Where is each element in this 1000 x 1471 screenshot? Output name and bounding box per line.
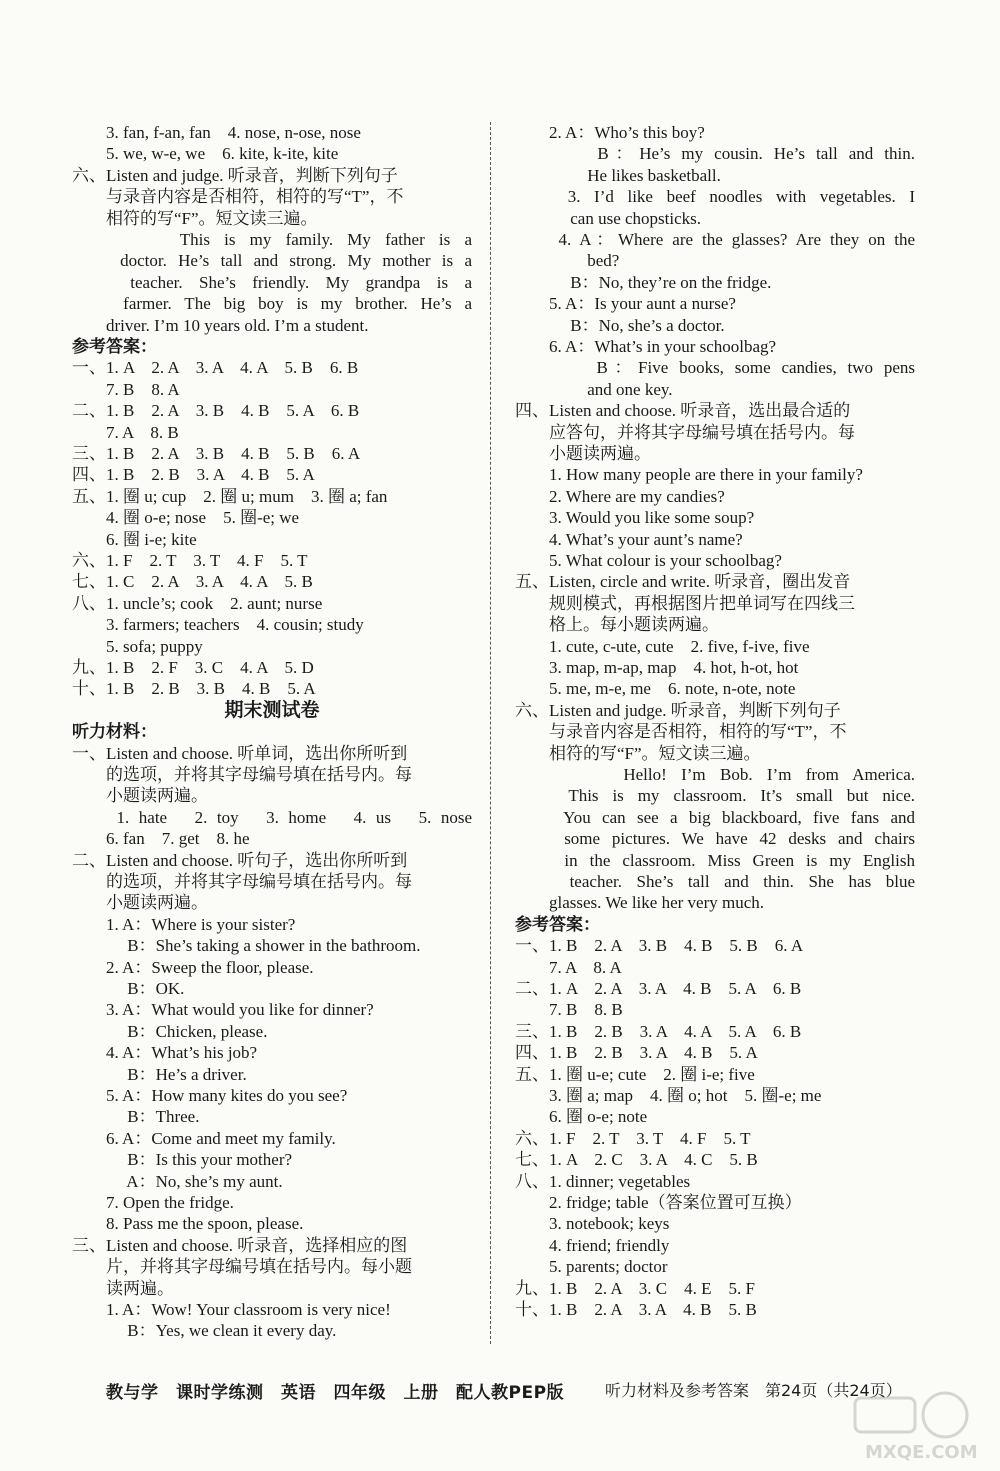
right-line: 二、1. A 2. A 3. A 4. B 5. A 6. B xyxy=(515,979,802,998)
left-line: 2. A：Sweep the floor, please. xyxy=(72,957,314,977)
left-line: 读两遍。 xyxy=(72,1278,174,1298)
right-line: 3. notebook; keys xyxy=(515,1214,670,1234)
left-line: 三、Listen and choose. 听录音，选择相应的图 xyxy=(72,1235,408,1255)
right-line: 4. A：Where are the glasses? Are they on the xyxy=(515,230,915,249)
left-line: 的选项，并将其字母编号填在括号内。每 xyxy=(72,765,412,784)
left-line: 四、1. B 2. B 3. A 4. B 5. A xyxy=(72,465,315,485)
right-line: 4. What’s your aunt’s name? xyxy=(515,529,743,549)
left-line: 八、1. uncle’s; cook 2. aunt; nurse xyxy=(72,593,323,613)
right-line: 十、1. B 2. A 3. A 4. B 5. B xyxy=(515,1300,757,1319)
left-line: 3. fan, f-an, fan 4. nose, n-ose, nose xyxy=(72,123,361,142)
left-line: 6. 圈 i-e; kite xyxy=(72,529,197,549)
left-line: B：He’s a driver. xyxy=(72,1064,247,1084)
right-line: 四、1. B 2. B 3. A 4. B 5. A xyxy=(515,1043,758,1063)
watermark-text: MXQE.COM xyxy=(865,1442,978,1463)
left-line: 7. Open the fridge. xyxy=(72,1193,234,1212)
left-line: 片，并将其字母编号填在括号内。每小题 xyxy=(72,1257,412,1277)
left-line: 4. A：What’s his job? xyxy=(72,1043,258,1063)
section-heading: 参考答案： xyxy=(515,914,600,934)
right-line: 2. fridge; table（答案位置可互换） xyxy=(515,1193,802,1212)
footer-page-number: 听力材料及参考答案 第24页（共24页） xyxy=(605,1381,902,1400)
left-line: B：Is this your mother? xyxy=(72,1150,293,1170)
right-line: 格上。每小题读两遍。 xyxy=(515,615,719,635)
left-line: driver. I’m 10 years old. I’m a student. xyxy=(72,315,369,335)
footer-book-title: 教与学 课时学练测 英语 四年级 上册 配人教PEP版 xyxy=(106,1383,565,1403)
left-line: 二、1. B 2. A 3. B 4. B 5. A 6. B xyxy=(72,401,360,421)
right-line: 7. B 8. B xyxy=(515,1000,623,1020)
left-line: B：Yes, we clean it every day. xyxy=(72,1321,337,1341)
right-line: 四、Listen and choose. 听录音，选出最合适的 xyxy=(515,401,851,421)
right-line: 5. me, m-e, me 6. note, n-ote, note xyxy=(515,679,796,699)
right-line: and one key. xyxy=(515,379,673,399)
left-line: 一、Listen and choose. 听单词，选出你所听到 xyxy=(72,743,408,763)
right-line: This is my classroom. It’s small but nice. xyxy=(515,786,915,806)
right-line: He likes basketball. xyxy=(515,165,721,185)
right-line: can use chopsticks. xyxy=(515,208,702,228)
left-line: 小题读两遍。 xyxy=(72,893,208,913)
left-line: 5. we, w-e, we 6. kite, k-ite, kite xyxy=(72,144,339,164)
watermark-logo xyxy=(845,1390,995,1465)
left-line: 6. A：Come and meet my family. xyxy=(72,1128,336,1148)
right-line: 五、1. 圈 u-e; cute 2. 圈 i-e; five xyxy=(515,1064,755,1084)
left-line: B：Three. xyxy=(72,1107,200,1127)
right-line: 2. A：Who’s this boy? xyxy=(515,123,705,142)
left-line: 九、1. B 2. F 3. C 4. A 5. D xyxy=(72,658,314,677)
right-line: 八、1. dinner; vegetables xyxy=(515,1171,691,1191)
left-line: 5. A：How many kites do you see? xyxy=(72,1086,348,1105)
left-line: 8. Pass me the spoon, please. xyxy=(72,1214,304,1234)
right-line: 6. 圈 o-e; note xyxy=(515,1107,648,1127)
right-line: 3. Would you like some soup? xyxy=(515,508,755,528)
left-line: 六、1. F 2. T 3. T 4. F 5. T xyxy=(72,551,308,570)
left-line: farmer. The big boy is my brother. He’s a xyxy=(72,294,472,314)
right-line: 1. How many people are there in your family? xyxy=(515,465,863,485)
left-line: 六、Listen and judge. 听录音，判断下列句子 xyxy=(72,165,398,185)
right-line: 2. Where are my candies? xyxy=(515,486,725,506)
right-line: B：He’s my cousin. He’s tall and thin. xyxy=(515,144,915,164)
right-line: 六、1. F 2. T 3. T 4. F 5. T xyxy=(515,1128,751,1148)
right-line: some pictures. We have 42 desks and chairs xyxy=(515,829,915,849)
left-line: 小题读两遍。 xyxy=(72,786,208,806)
right-line: B：Five books, some candies, two pens xyxy=(515,358,915,378)
right-line: B：No, she’s a doctor. xyxy=(515,315,725,335)
section-heading: 参考答案： xyxy=(72,337,157,356)
right-line: teacher. She’s tall and thin. She has blue xyxy=(515,872,915,891)
left-line: 6. fan 7. get 8. he xyxy=(72,829,250,849)
left-line: 7. A 8. B xyxy=(72,422,179,442)
left-line: 相符的写“F”。短文读三遍。 xyxy=(72,208,318,228)
left-line: B：She’s taking a shower in the bathroom. xyxy=(72,936,421,956)
right-line: bed? xyxy=(515,251,620,271)
left-line: 3. farmers; teachers 4. cousin; study xyxy=(72,615,364,635)
right-line: 九、1. B 2. A 3. C 4. E 5. F xyxy=(515,1278,755,1298)
right-line: 5. A：Is your aunt a nurse? xyxy=(515,294,736,314)
right-line: 7. A 8. A xyxy=(515,957,622,977)
right-line: 3. I’d like beef noodles with vegetables. I xyxy=(515,187,915,207)
left-line: 三、1. B 2. A 3. B 4. B 5. B 6. A xyxy=(72,444,361,463)
left-line: B：Chicken, please. xyxy=(72,1021,268,1041)
left-line: 4. 圈 o-e; nose 5. 圈-e; we xyxy=(72,508,300,528)
right-line: 6. A：What’s in your schoolbag? xyxy=(515,337,777,356)
left-line: B：OK. xyxy=(72,979,185,998)
left-line: 7. B 8. A xyxy=(72,379,180,399)
left-line: teacher. She’s friendly. My grandpa is a xyxy=(72,272,472,292)
left-line: 的选项，并将其字母编号填在括号内。每 xyxy=(72,872,412,891)
left-line: 十、1. B 2. B 3. B 4. B 5. A xyxy=(72,679,316,699)
left-line: 1. A：Wow! Your classroom is very nice! xyxy=(72,1300,391,1319)
right-line: glasses. We like her very much. xyxy=(515,893,765,913)
left-line: 3. A：What would you like for dinner? xyxy=(72,1000,374,1020)
left-line: 五、1. 圈 u; cup 2. 圈 u; mum 3. 圈 a; fan xyxy=(72,486,388,506)
left-line: A：No, she’s my aunt. xyxy=(72,1171,283,1191)
section-title: 期末测试卷 xyxy=(224,699,320,721)
right-line: 五、Listen, circle and write. 听录音，圈出发音 xyxy=(515,572,851,592)
right-line: in the classroom. Miss Green is my English xyxy=(515,850,915,870)
left-line: doctor. He’s tall and strong. My mother is a xyxy=(72,251,472,271)
right-line: 三、1. B 2. B 3. A 4. A 5. A 6. B xyxy=(515,1021,802,1041)
left-line: 1. A：Where is your sister? xyxy=(72,914,296,934)
right-line: 小题读两遍。 xyxy=(515,444,651,463)
left-line: 一、1. A 2. A 3. A 4. A 5. B 6. B xyxy=(72,358,359,378)
right-line: Hello! I’m Bob. I’m from America. xyxy=(515,765,915,784)
right-line: You can see a big blackboard, five fans and xyxy=(515,807,915,827)
right-line: 七、1. A 2. C 3. A 4. C 5. B xyxy=(515,1150,758,1170)
left-line: This is my family. My father is a xyxy=(72,230,472,249)
right-line: 相符的写“F”。短文读三遍。 xyxy=(515,743,761,763)
column-divider xyxy=(490,122,491,1344)
right-line: 六、Listen and judge. 听录音，判断下列句子 xyxy=(515,700,841,720)
right-line: 3. map, m-ap, map 4. hot, h-ot, hot xyxy=(515,658,799,677)
right-line: 5. parents; doctor xyxy=(515,1257,668,1277)
section-heading: 听力材料： xyxy=(72,722,157,742)
right-line: B：No, they’re on the fridge. xyxy=(515,272,772,292)
right-line: 5. What colour is your schoolbag? xyxy=(515,551,782,570)
right-line: 规则模式，再根据图片把单词写在四线三 xyxy=(515,593,855,613)
right-line: 4. friend; friendly xyxy=(515,1235,670,1255)
right-line: 3. 圈 a; map 4. 圈 o; hot 5. 圈-e; me xyxy=(515,1086,822,1105)
right-line: 应答句，并将其字母编号填在括号内。每 xyxy=(515,422,855,442)
left-line: 七、1. C 2. A 3. A 4. A 5. B xyxy=(72,572,313,592)
right-line: 一、1. B 2. A 3. B 4. B 5. B 6. A xyxy=(515,936,804,956)
left-line: 1. hate 2. toy 3. home 4. us 5. nose xyxy=(72,807,472,827)
left-line: 与录音内容是否相符，相符的写“T”，不 xyxy=(72,187,404,207)
left-line: 二、Listen and choose. 听句子，选出你所听到 xyxy=(72,850,408,870)
right-line: 1. cute, c-ute, cute 2. five, f-ive, five xyxy=(515,636,810,656)
left-line: 5. sofa; puppy xyxy=(72,636,203,656)
right-line: 与录音内容是否相符，相符的写“T”，不 xyxy=(515,722,847,742)
